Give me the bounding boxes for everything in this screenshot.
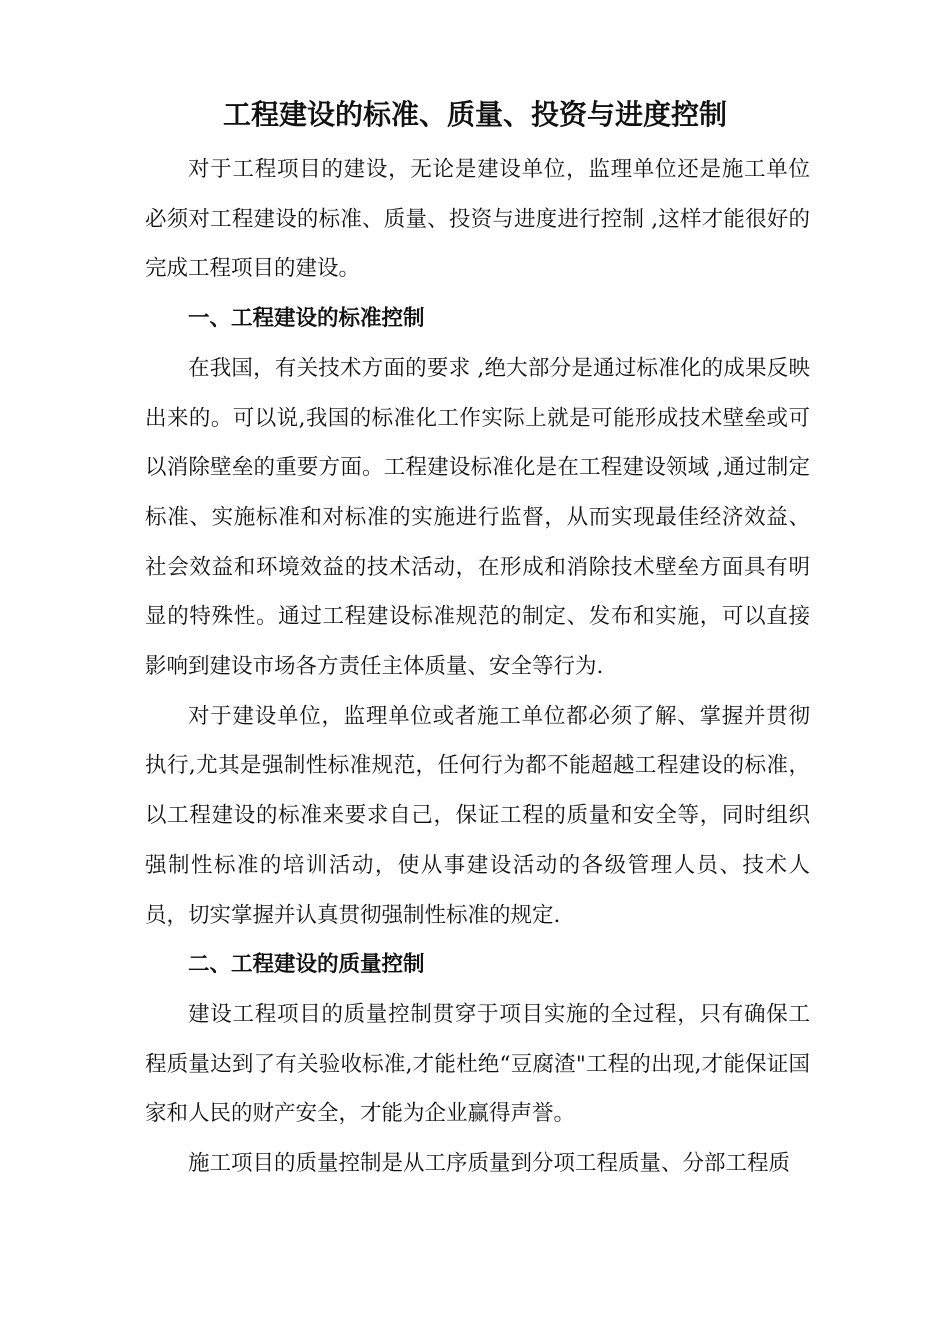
paragraph-standards-1: 在我国，有关技术方面的要求 ,绝大部分是通过标准化的成果反映出来的。可以说,我国的标准化工作实际上就是可能形成技术壁垒或可以消除壁垒的重要方面。工程建设标准化是在工程建设领域 ,通过制定标准、实施标准和对标准的实施进行监督，从而实现最佳经济效益、社会效益和环境效益的技术活动，在形成和消除技术壁垒方面具有明显的特殊性。通过工程建设标准规范的制定、发布和实施，可以直接影响到建设市场各方责任主体质量、安全等行为. (145, 355, 810, 680)
section-heading-quality: 二、工程建设的质量控制 (188, 952, 425, 978)
paragraph-quality-1: 建设工程项目的质量控制贯穿于项目实施的全过程，只有确保工程质量达到了有关验收标准,才能杜绝“豆腐渣"工程的出现,才能保证国家和人民的财产安全，才能为企业赢得声誉。 (145, 1001, 810, 1127)
paragraph-quality-2: 施工项目的质量控制是从工序质量到分项工程质量、分部工程质 (188, 1151, 791, 1177)
section-heading-standards: 一、工程建设的标准控制 (188, 306, 425, 332)
document-title: 工程建设的标准、质量、投资与进度控制 (222, 98, 727, 131)
paragraph-intro: 对于工程项目的建设，无论是建设单位，监理单位还是施工单位必须对工程建设的标准、质量、投资与进度进行控制 ,这样才能很好的完成工程项目的建设。 (145, 157, 810, 282)
document-body (145, 145, 810, 1189)
paragraph-standards-2: 对于建设单位，监理单位或者施工单位都必须了解、掌握并贯彻执行,尤其是强制性标准规范，任何行为都不能超越工程建设的标准，以工程建设的标准来要求自己，保证工程的质量和安全等，同时组织强制性标准的培训活动，使从事建设活动的各级管理人员、技术人员，切实掌握并认真贯彻强制性标准的规定. (145, 703, 810, 928)
